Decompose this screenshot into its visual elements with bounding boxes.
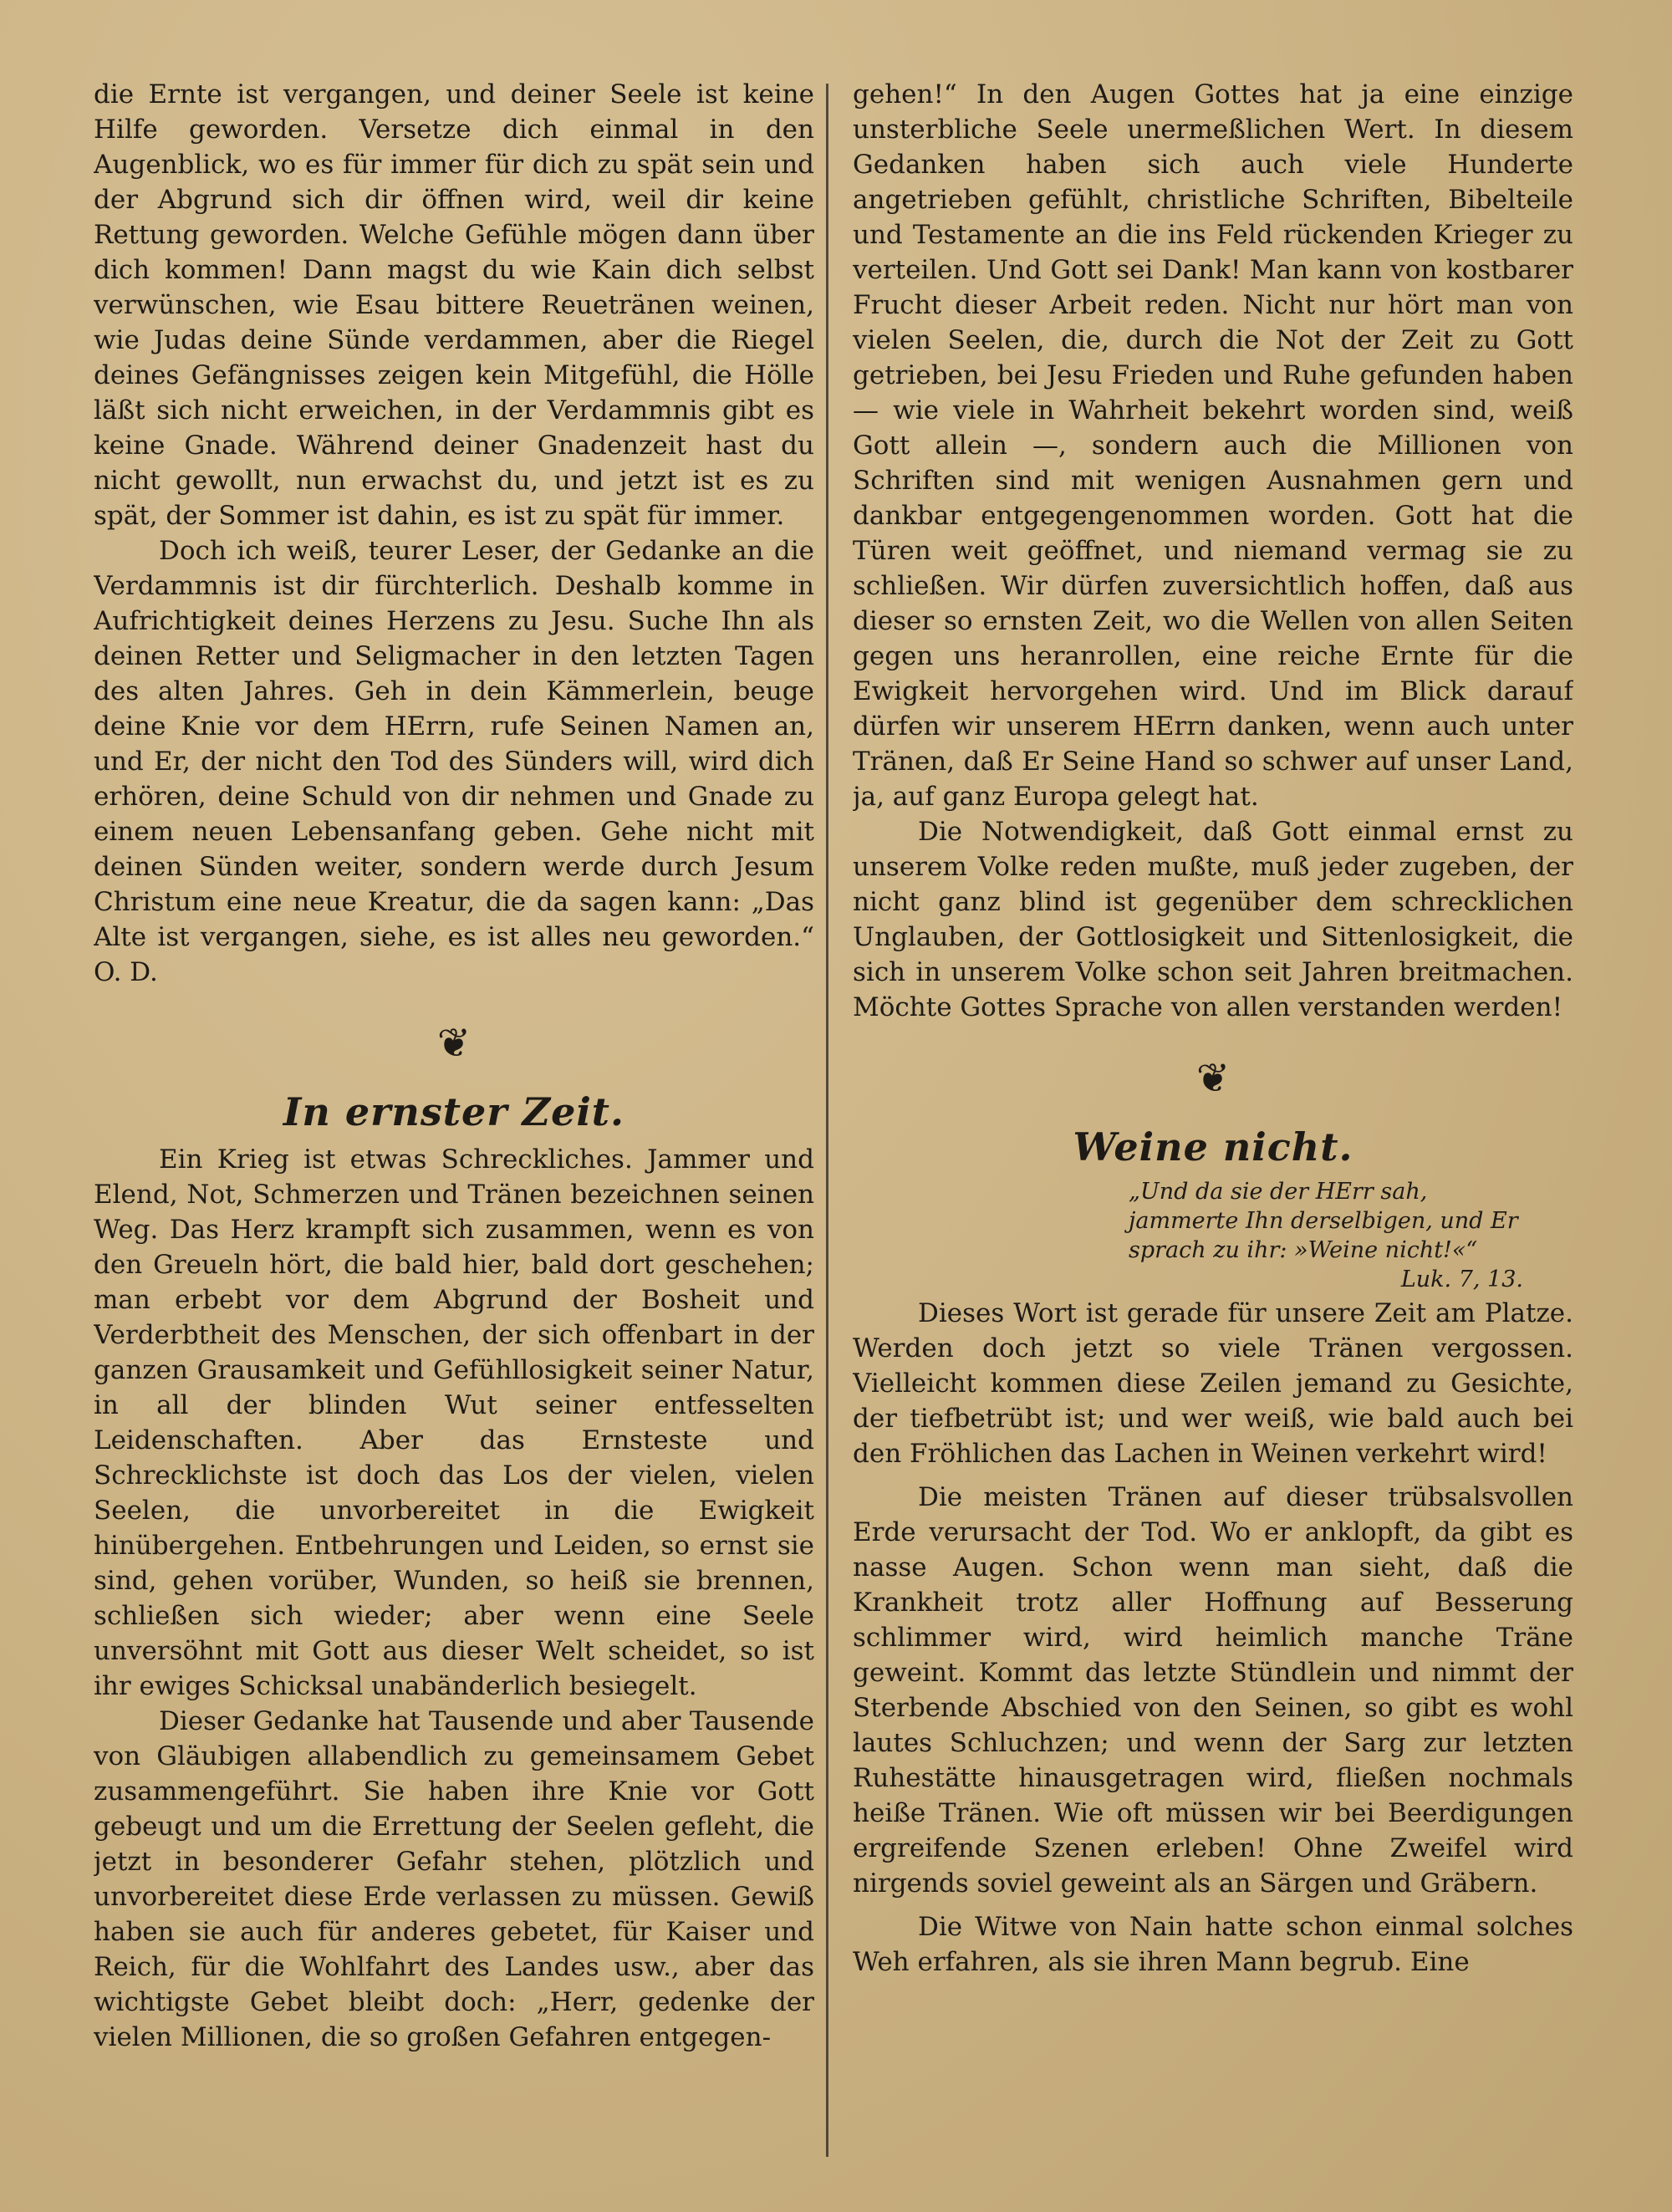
paragraph: gehen!“ In den Augen Gottes hat ja eine einzige unsterbliche Seele unermeßlichen Wert. In diesem Gedanken haben sich auch viele Hunderte angetrieben gefühlt, christliche Schriften, Bibelteile und Testamente an die ins Feld rückenden Krieger zu verteilen. Und Gott sei Dank! Man kann von kostbarer Frucht dieser Arbeit reden. Nicht nur hört man von vielen Seelen, die, durch die Not der Zeit zu Gott getrieben, bei Jesu Frieden und Ruhe gefunden haben — wie viele in Wahrheit bekehrt worden sind, weiß Gott allein —, sondern auch die Millionen von Schriften sind mit wenigen Ausnahmen gern und dankbar entgegengenommen worden. Gott hat die Türen weit geöffnet, und niemand vermag sie zu schließen. Wir dürfen zuversichtlich hoffen, daß aus dieser so ernsten Zeit, wo die Wellen von allen Seiten gegen uns heranrollen, eine reiche Ernte für die Ewigkeit hervorgehen wird. Und im Blick darauf dürfen wir unserem HErrn danken, wenn auch unter Tränen, daß Er Seine Hand so schwer auf unser Land, ja, auf ganz Europa gelegt hat. bbox=[853, 79, 1573, 812]
left-column bbox=[94, 77, 814, 2200]
epigraph-reference: Luk. 7, 13. bbox=[1400, 1267, 1523, 1292]
column-divider bbox=[826, 84, 828, 2157]
fleuron-ornament: ❦ bbox=[1195, 1055, 1231, 1102]
paragraph: Doch ich weiß, teurer Leser, der Gedanke an die Verdammnis ist dir fürchterlich. Deshalb komme in Aufrichtigkeit deines Herzens zu Jesu. Suche Ihn als deinen Retter und Seligmacher in den letzten Tagen des alten Jahres. Geh in dein Kämmerlein, beuge deine Knie vor dem HErrn, rufe Seinen Namen an, und Er, der nicht den Tod des Sünders will, wird dich erhören, deine Schuld von dir nehmen und Gnade zu einem neuen Lebensanfang geben. Gehe nicht mit deinen Sünden weiter, sondern werde durch Jesum Christum eine neue Kreatur, die da sagen kann: „Das Alte ist vergangen, siehe, es ist alles neu geworden.“ O. D. bbox=[94, 536, 814, 987]
paragraph: die Ernte ist vergangen, und deiner Seele ist keine Hilfe geworden. Versetze dich einmal in den Augenblick, wo es für immer für dich zu spät sein und der Abgrund sich dir öffnen wird, weil dir keine Rettung geworden. Welche Gefühle mögen dann über dich kommen! Dann magst du wie Kain dich selbst verwünschen, wie Esau bittere Reuetränen weinen, wie Judas deine Sünde verdammen, aber die Riegel deines Gefängnisses zeigen kein Mitgefühl, die Hölle läßt sich nicht erweichen, in der Verdammnis gibt es keine Gnade. Während deiner Gnadenzeit hast du nicht gewollt, nun erwachst du, und jetzt ist es zu spät, der Sommer ist dahin, es ist zu spät für immer. bbox=[94, 79, 814, 531]
section-title: Weine nicht. bbox=[1073, 1124, 1353, 1170]
paragraph: Die Witwe von Nain hatte schon einmal solches Weh erfahren, als sie ihren Mann begrub. Eine bbox=[853, 1912, 1573, 1977]
epigraph bbox=[1129, 1177, 1573, 1294]
fleuron-ornament: ❦ bbox=[436, 1020, 472, 1067]
epigraph-line: „Und da sie der HErr sah, bbox=[1129, 1179, 1428, 1205]
epigraph-line: jammerte Ihn derselbigen, und Er bbox=[1129, 1208, 1518, 1234]
epigraph-line: sprach zu ihr: »Weine nicht!«“ bbox=[1129, 1237, 1478, 1263]
section-title: In ernster Zeit. bbox=[283, 1089, 625, 1134]
paragraph: Dieser Gedanke hat Tausende und aber Tausende von Gläubigen allabendlich zu gemeinsamem Gebet zusammengeführt. Sie haben ihre Knie vor Gott gebeugt und um die Errettung der Seelen gefleht, die jetzt in besonderer Gefahr stehen, plötzlich und unvorbereitet diese Erde verlassen zu müssen. Gewiß haben sie auch für anderes gebetet, für Kaiser und Reich, für die Wohlfahrt des Landes usw., aber das wichtigste Gebet bleibt doch: „Herr, gedenke der vielen Millionen, die so großen Gefahren entgegen- bbox=[94, 1706, 814, 2052]
paragraph: Ein Krieg ist etwas Schreckliches. Jammer und Elend, Not, Schmerzen und Tränen bezeichnen seinen Weg. Das Herz krampft sich zusammen, wenn es von den Greueln hört, die bald hier, bald dort geschehen; man erbebt vor dem Abgrund der Bosheit und Verderbtheit des Menschen, der sich offenbart in der ganzen Grausamkeit und Gefühllosigkeit seiner Natur, in all der blinden Wut seiner entfesselten Leidenschaften. Aber das Ernsteste und Schrecklichste ist doch das Los der vielen, vielen Seelen, die unvorbereitet in die Ewigkeit hinübergehen. Entbehrungen und Leiden, so ernst sie sind, gehen vorüber, Wunden, so heiß sie brennen, schließen sich wieder; aber wenn eine Seele unversöhnt mit Gott aus dieser Welt scheidet, so ist ihr ewiges Schicksal unabänderlich besiegelt. bbox=[94, 1144, 814, 1701]
paragraph: Dieses Wort ist gerade für unsere Zeit am Platze. Werden doch jetzt so viele Tränen vergossen. Vielleicht kommen diese Zeilen jemand zu Gesichte, der tiefbetrübt ist; und wer weiß, wie bald auch bei den Fröhlichen das Lachen in Weinen verkehrt wird! bbox=[853, 1298, 1573, 1469]
paragraph: Die meisten Tränen auf dieser trübsalsvollen Erde verursacht der Tod. Wo er anklopft, da gibt es nasse Augen. Schon wenn man sieht, daß die Krankheit trotz aller Hoffnung auf Besserung schlimmer wird, wird heimlich manche Träne geweint. Kommt das letzte Stündlein und nimmt der Sterbende Abschied von den Seinen, so gibt es wohl lautes Schluchzen; und wenn der Sarg zur letzten Ruhestätte hinausgetragen wird, fließen nochmals heiße Tränen. Wie oft müssen wir bei Beerdigungen ergreifende Szenen erleben! Ohne Zweifel wird nirgends soviel geweint als an Särgen und Gräbern. bbox=[853, 1482, 1573, 1899]
paragraph: Die Notwendigkeit, daß Gott einmal ernst zu unserem Volke reden mußte, muß jeder zugeben, der nicht ganz blind ist gegenüber dem schrecklichen Unglauben, der Gottlosigkeit und Sittenlosigkeit, die sich in unserem Volke schon seit Jahren breitmachen. Möchte Gottes Sprache von allen verstanden werden! bbox=[853, 817, 1573, 1022]
right-column bbox=[853, 77, 1573, 2200]
